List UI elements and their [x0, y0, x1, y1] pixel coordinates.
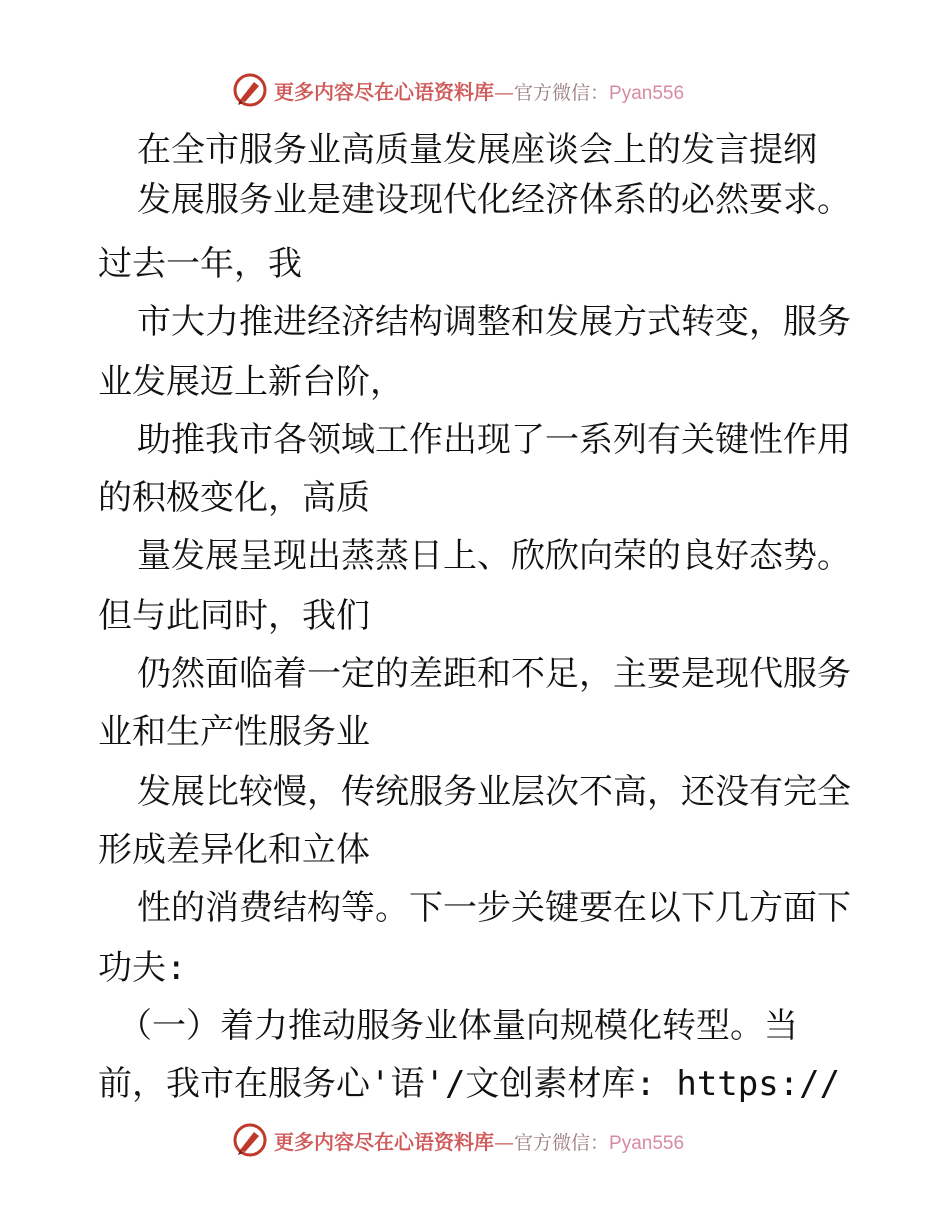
watermark-site: 更多内容尽在心语资料库 [274, 1129, 494, 1154]
text-line: 助推我市各领域工作出现了一系列有关键性作用 [137, 420, 851, 460]
text-line: 仍然面临着一定的差距和不足，主要是现代服务 [137, 654, 851, 694]
text-line: 形成差异化和立体 [98, 830, 370, 870]
text-line: 业发展迈上新台阶， [98, 362, 404, 402]
watermark-dash: — [494, 1129, 514, 1154]
text-line: 的积极变化，高质 [98, 478, 370, 518]
watermark-site: 更多内容尽在心语资料库 [274, 79, 494, 104]
watermark-wechat-label: 官方微信： [514, 81, 610, 104]
text-line: 功夫: [98, 948, 187, 988]
text-line: 发展服务业是建设现代化经济体系的必然要求。 [137, 180, 851, 220]
pen-logo-icon [232, 72, 268, 108]
text-line: 性的消费结构等。下一步关键要在以下几方面下 [137, 888, 851, 928]
text-line: 市大力推进经济结构调整和发展方式转变，服务 [137, 302, 851, 342]
watermark-wechat-label: 官方微信： [514, 1131, 610, 1154]
section-heading: （一）着力推动服务业体量向规模化转型。当 [118, 1006, 798, 1046]
watermark-wechat-id: Pyan556 [609, 1132, 685, 1154]
text-line: 过去一年，我 [98, 244, 302, 284]
watermark-dash: — [494, 79, 514, 104]
text-line: 前，我市在服务心'语'/文创素材库: https:// [98, 1064, 841, 1104]
text-line: 量发展呈现出蒸蒸日上、欣欣向荣的良好态势。 [137, 536, 851, 576]
document-title: 在全市服务业高质量发展座谈会上的发言提纲 [137, 130, 817, 170]
text-line: 业和生产性服务业 [98, 712, 370, 752]
watermark-header [232, 70, 732, 110]
watermark-wechat-id: Pyan556 [609, 82, 685, 104]
text-line: 发展比较慢，传统服务业层次不高，还没有完全 [137, 772, 851, 812]
text-line: 但与此同时，我们 [98, 596, 370, 636]
watermark-footer [232, 1120, 732, 1160]
pen-logo-icon [232, 1122, 268, 1158]
